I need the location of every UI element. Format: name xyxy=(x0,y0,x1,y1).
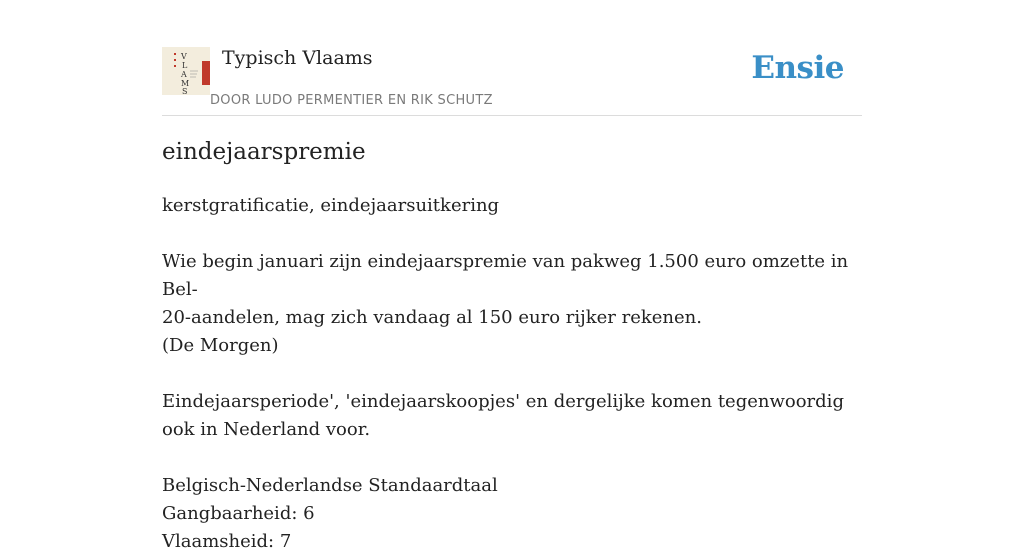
site-header xyxy=(162,44,862,116)
entry-example-line1: Wie begin januari zijn eindejaarspremie van pakweg 1.500 euro omzette in Bel- xyxy=(162,251,849,300)
svg-text:S: S xyxy=(182,87,188,96)
book-title[interactable]: Typisch Vlaams xyxy=(222,47,373,69)
entry-gangbaarheid: Gangbaarheid: 6 xyxy=(162,503,315,524)
entry-note: Eindejaarsperiode', 'eindejaarskoopjes' en dergelijke komen tegenwoordig ook in Nederland voor. xyxy=(162,391,844,440)
book-authors: DOOR LUDO PERMENTIER EN RIK SCHUTZ xyxy=(210,93,493,108)
svg-text:V: V xyxy=(181,52,187,61)
svg-text:A: A xyxy=(181,70,187,79)
svg-text:M: M xyxy=(181,79,190,88)
entry-synonyms: kerstgratificatie, eindejaarsuitkering xyxy=(162,195,500,216)
svg-text:L: L xyxy=(182,61,188,70)
entry-content xyxy=(162,192,862,556)
entry-term: eindejaarspremie xyxy=(162,139,366,165)
ensie-logo-link[interactable]: Ensie xyxy=(751,50,844,86)
entry-example-source: (De Morgen) xyxy=(162,335,279,356)
entry-example-line2: 20-aandelen, mag zich vandaag al 150 euro rijker rekenen. xyxy=(162,307,702,328)
entry-language-variant: Belgisch-Nederlandse Standaardtaal xyxy=(162,475,498,496)
entry-vlaamsheid: Vlaamsheid: 7 xyxy=(162,531,292,552)
typisch-vlaams-book-cover-icon[interactable] xyxy=(162,47,210,95)
